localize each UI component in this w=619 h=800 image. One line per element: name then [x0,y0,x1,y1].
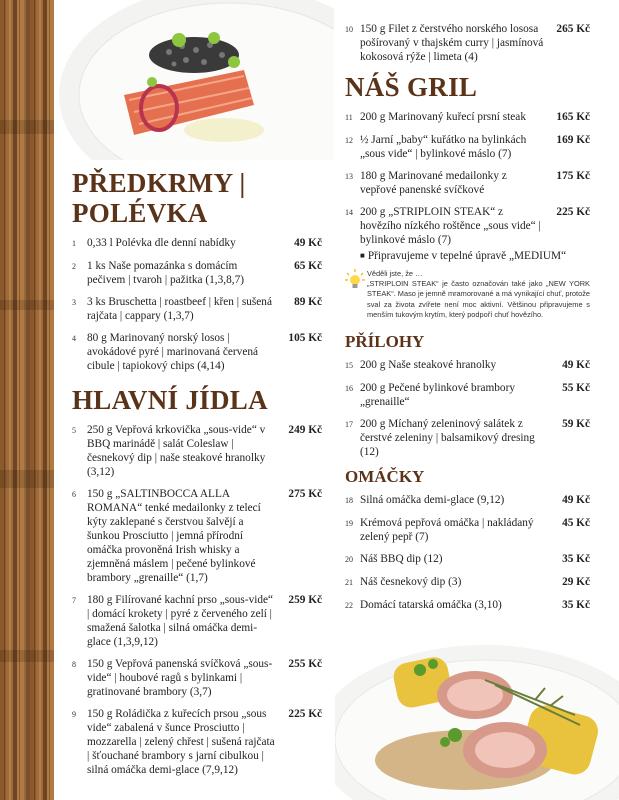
item-description: Domácí tatarská omáčka (3,10) [360,599,502,612]
item-number: 1 [72,239,76,248]
item-description: 1 ks Naše pomazánka s domácím pečivem | tvaroh | pažitka (1,3,8,7) [87,260,244,286]
menu-item [72,259,322,287]
item-description: 150 g Roládička z kuřecích prsou „sous vide“ zabalená v šunce Prosciutto | mozzarella | zelený chřest | sušená rajčata | šťouchané brambory s jarní cibulkou | silná omáčka demi-glace (7,9,12) [87,708,275,776]
item-price: 49 Kč [562,494,590,507]
square-bullet-icon: ■ [360,251,365,260]
item-price: 65 Kč [294,260,322,272]
tip-heading: Věděli jste, že … [367,269,423,278]
item-price: 169 Kč [556,134,590,146]
menu-item [345,493,590,508]
item-number: 2 [72,262,76,271]
item-description: 150 g „SALTINBOCCA ALLA ROMANA“ tenké medailonky z telecí kýty zaklepané s čerstvou šalvějí a šunkou Prosciutto | jemná přírodní omáčka provoněná Irish whisky a zjemněná máslem | pečené bylinkové brambory „grenaille“ (1,7) [87,488,261,584]
item-number: 3 [72,298,76,307]
item-description: 3 ks Bruschetta | roastbeef | křen | sušená rajčata | cappary (1,3,7) [87,296,272,322]
menu-item [72,331,322,373]
item-price: 175 Kč [556,170,590,182]
item-description: 150 g Vepřová panenská svíčková „sous-vide“ | houbové ragů s bylinkami | gratinované brambory (3,7) [87,658,273,698]
item-price: 275 Kč [288,488,322,500]
menu-item [72,295,322,323]
menu-item [345,358,590,373]
item-number: 12 [345,136,353,145]
menu-item [345,552,590,567]
item-number: 14 [345,208,353,217]
item-number: 22 [345,601,353,611]
item-price: 89 Kč [294,296,322,308]
item-description: 200 g Marinovaný kuřecí prsní steak [360,111,526,123]
menu-item [72,707,322,777]
item-price: 49 Kč [562,359,590,372]
item-description: Silná omáčka demi-glace (9,12) [360,494,505,507]
item-number: 5 [72,426,76,435]
item-description: Krémová pepřová omáčka | nakládaný zelený pepř (7) [360,517,534,544]
item-price: 225 Kč [556,206,590,218]
item-price: 35 Kč [562,553,590,566]
item-number: 15 [345,361,353,371]
item-number: 19 [345,519,353,529]
item-description: 200 g Naše steakové hranolky [360,359,497,372]
item-description: 180 g Filírované kachní prso „sous-vide“ | domácí krokety | pyré z červeného zelí | smažená šalotka | silná omáčka demi-glace (1,3,9,12) [87,594,274,648]
item-description: ½ Jarní „baby“ kuřátko na bylinkách „sous vide“ | bylinkové máslo (7) [360,134,527,160]
lightbulb-icon [345,269,367,320]
item-price: 35 Kč [562,599,590,612]
menu-item [345,205,590,247]
left-column [72,168,322,785]
item-price: 55 Kč [562,382,590,395]
item-price: 59 Kč [562,418,590,431]
item-description: 80 g Marinovaný norský losos | avokádové pyré | marinovaná červená cibule | tapiokový chips (4,14) [87,332,259,372]
item-description: Náš BBQ dip (12) [360,553,443,566]
item-number: 21 [345,578,353,588]
menu-item [72,236,322,251]
salmon-dish-photo [54,0,334,160]
menu-item [345,22,590,64]
item-description: 200 g Míchaný zeleninový salátek z čerstvé zeleniny | balsamikový dresing (12) [360,418,535,459]
menu-item [72,593,322,649]
item-price: 29 Kč [562,576,590,589]
item-price: 49 Kč [294,237,322,249]
item-price: 265 Kč [556,23,590,35]
item-description: 200 g „STRIPLOIN STEAK“ z hovězího nízkého roštěnce „sous vide“ | bylinkové máslo (7) [360,206,541,246]
item-price: 105 Kč [288,332,322,344]
item-number: 17 [345,420,353,430]
medium-note: ■ Připravujeme v tepelné úpravě „MEDIUM“ [360,250,567,262]
item-description: 150 g Filet z čerstvého norského lososa pošírovaný v thajském curry | jasmínová kokosová rýže | limeta (4) [360,23,544,63]
item-description: 180 g Marinované medailonky z vepřové panenské svíčkové [360,170,507,196]
menu-item [345,381,590,409]
item-number: 6 [72,490,76,499]
item-number: 13 [345,172,353,181]
section-title-predkrmy: PŘEDKRMY | POLÉVKA [72,168,246,228]
menu-item [72,423,322,479]
did-you-know-box [345,269,590,320]
menu-item [345,516,590,544]
item-price: 249 Kč [288,424,322,436]
item-number: 20 [345,555,353,565]
menu-item [345,169,590,197]
menu-item [72,487,322,585]
menu-item [345,133,590,161]
pork-dish-photo [335,640,619,800]
item-number: 8 [72,660,76,669]
item-price: 225 Kč [288,708,322,720]
item-description: Náš česnekový dip (3) [360,576,462,589]
item-number: 18 [345,496,353,506]
item-description: 200 g Pečené bylinkové brambory „grenaille“ [360,382,515,409]
item-number: 11 [345,113,353,122]
tip-text: „STRIPLOIN STEAK“ je často označován také jako „NEW YORK STEAK“. Maso je jemně mramorované a má vynikající chuť, protože sval za života zvířete není moc aktivní. Většinou připravujeme s menším tukovým krytím, který podpoří chuť hovězího. [367,279,590,319]
item-number: 7 [72,596,76,605]
menu-item [345,110,590,125]
menu-item [345,598,590,613]
section-title-gril: NÁŠ GRIL [345,72,478,102]
menu-item [72,657,322,699]
item-number: 16 [345,384,353,394]
item-price: 45 Kč [562,517,590,530]
item-price: 259 Kč [288,594,322,606]
item-price: 255 Kč [288,658,322,670]
item-number: 10 [345,25,353,34]
wood-border [0,0,54,800]
item-price: 165 Kč [556,111,590,123]
item-description: 250 g Vepřová krkovička „sous-vide“ v BBQ marinádě | salát Coleslaw | česnekový dip | naše steakové hranolky (3,12) [87,424,266,478]
menu-item [345,575,590,590]
section-title-omacky: OMÁČKY [345,467,425,487]
item-number: 9 [72,710,76,719]
right-column [345,22,590,621]
section-title-prilohy: PŘÍLOHY [345,332,425,352]
item-number: 4 [72,334,76,343]
section-title-hlavni: HLAVNÍ JÍDLA [72,385,268,415]
menu-item [345,417,590,459]
item-description: 0,33 l Polévka dle denní nabídky [87,237,236,249]
